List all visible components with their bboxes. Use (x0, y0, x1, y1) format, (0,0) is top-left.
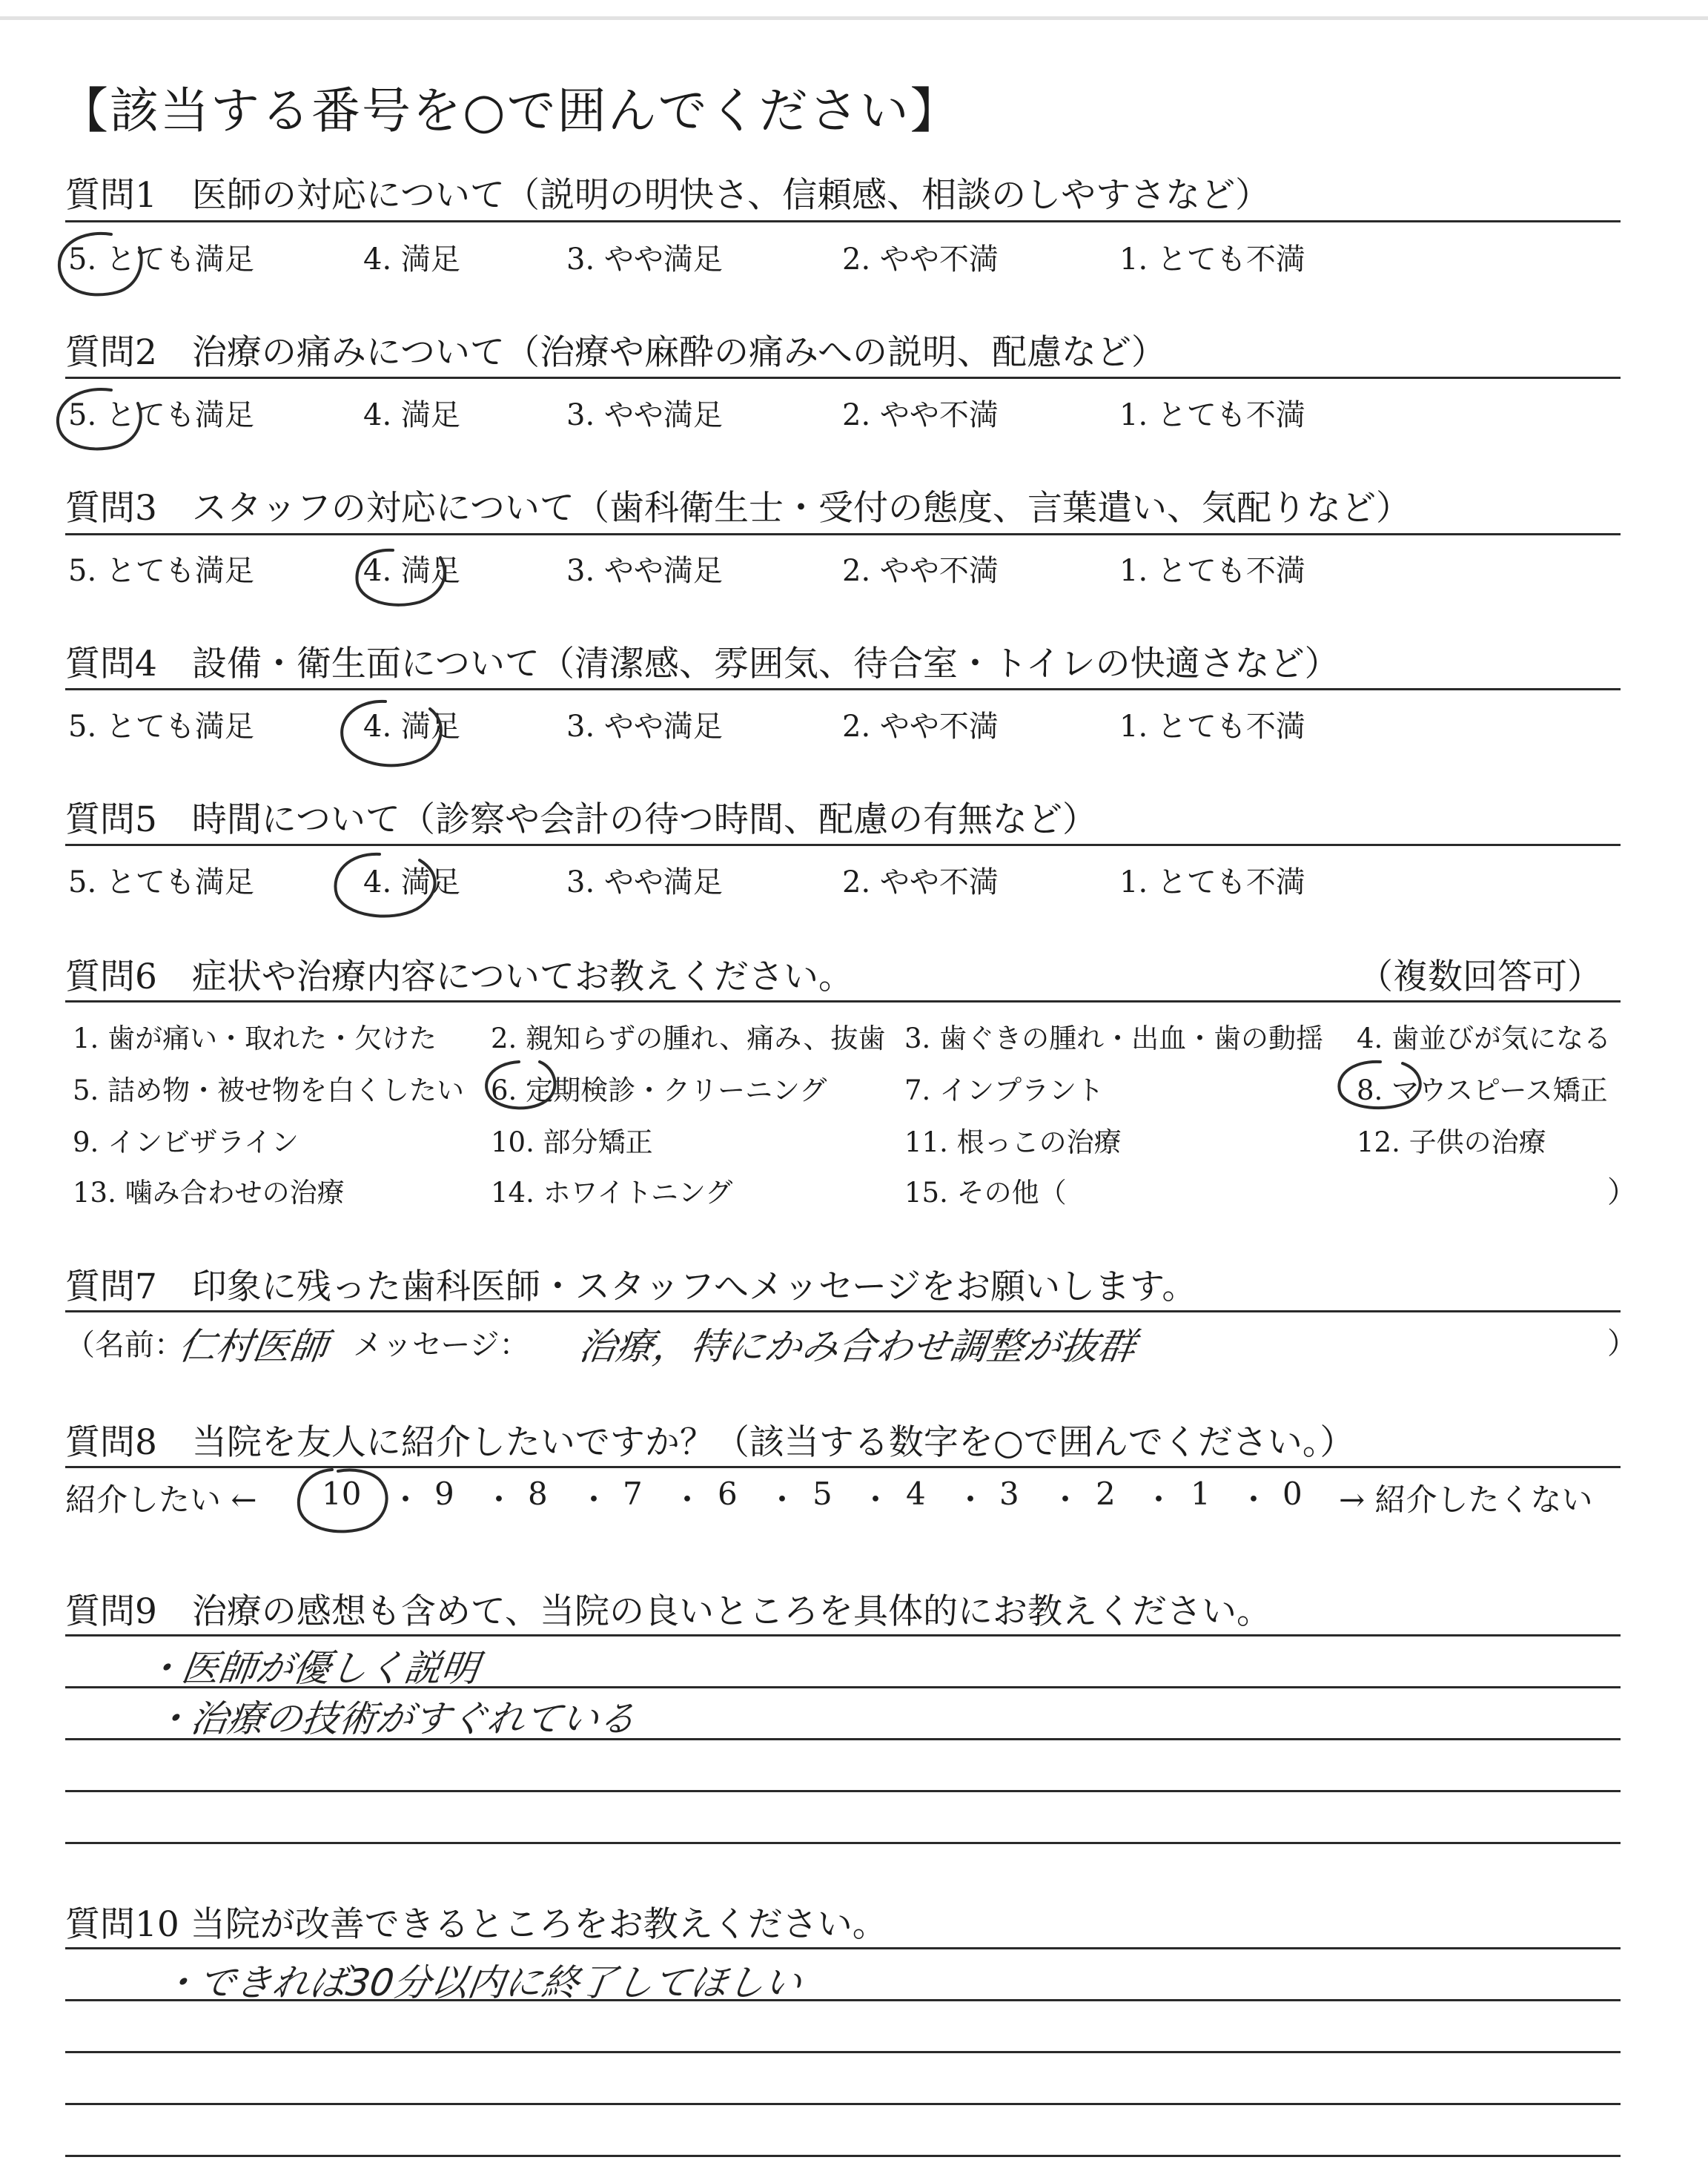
top-divider (0, 16, 1708, 20)
q5-option-5[interactable]: 5. とても満足 (68, 865, 254, 899)
q8-number-0[interactable]: 0 (1282, 1476, 1302, 1512)
q8-separator: ・ (1143, 1482, 1175, 1518)
q6-option-7[interactable]: 7. インプラント (904, 1074, 1105, 1106)
q8-separator: ・ (767, 1482, 798, 1518)
question-7-title: 質問7 印象に残った歯科医師・スタッフへメッセージをお願いします。 (65, 1266, 1197, 1307)
question-1-title: 質問1 医師の対応について（説明の明快さ、信頼感、相談のしやすさなど） (65, 175, 1271, 216)
q9-answer-line (65, 1634, 1621, 1636)
q9-answer-1[interactable]: ・医師が優しく説明 (142, 1647, 482, 1690)
q8-number-10[interactable]: 10 (322, 1476, 362, 1512)
question-1-rule (65, 220, 1621, 222)
q9-answer-line (65, 1842, 1621, 1844)
q3-option-3[interactable]: 3. やや満足 (566, 554, 723, 588)
q10-answer-line (65, 2155, 1621, 2157)
q6-option-13[interactable]: 13. 噛み合わせの治療 (73, 1177, 345, 1209)
q6-option-6[interactable]: 6. 定期検診・クリーニング (491, 1074, 827, 1106)
q6-option-8[interactable]: 8. マウスピース矯正 (1357, 1074, 1608, 1106)
q8-number-2[interactable]: 2 (1096, 1476, 1116, 1512)
question-6-note: （複数回答可） (1358, 957, 1602, 997)
q6-option-14[interactable]: 14. ホワイトニング (491, 1177, 733, 1209)
q10-answer-1[interactable]: ・できれば30分以内に終了してほしい (158, 1961, 805, 2004)
q6-option-5[interactable]: 5. 詰め物・被せ物を白くしたい (73, 1074, 465, 1106)
q2-option-5[interactable]: 5. とても満足 (68, 398, 254, 432)
q4-option-2[interactable]: 2. やや不満 (842, 710, 999, 744)
question-5-rule (65, 844, 1621, 846)
q6-option-9[interactable]: 9. インビザライン (73, 1126, 299, 1158)
q2-option-1[interactable]: 1. とても不満 (1119, 398, 1305, 432)
q8-number-3[interactable]: 3 (999, 1476, 1019, 1512)
q8-separator: ・ (390, 1482, 422, 1518)
q8-number-5[interactable]: 5 (812, 1476, 833, 1512)
q9-answer-line (65, 1790, 1621, 1792)
question-9-title: 質問9 治療の感想も含めて、当院の良いところを具体的にお教えください。 (65, 1591, 1271, 1632)
q7-name-value[interactable]: 仁村医師 (176, 1325, 331, 1368)
q3-option-4[interactable]: 4. 満足 (363, 554, 460, 588)
question-4-title: 質問4 設備・衛生面について（清潔感、雰囲気、待合室・トイレの快適さなど） (65, 644, 1340, 684)
q8-separator: ・ (1238, 1482, 1270, 1518)
q3-option-5[interactable]: 5. とても満足 (68, 554, 254, 588)
q7-message-value[interactable]: 治療，特にかみ合わせ調整が抜群 (576, 1325, 1139, 1368)
q2-option-4[interactable]: 4. 満足 (363, 398, 460, 432)
q6-option-15[interactable]: 15. その他（ (904, 1177, 1067, 1209)
q7-close-paren: ） (1607, 1327, 1637, 1361)
question-8-title: 質問8 当院を友人に紹介したいですか？（該当する数字を○で囲んでください。） (65, 1422, 1355, 1463)
q8-number-4[interactable]: 4 (906, 1476, 926, 1512)
q10-answer-line (65, 2103, 1621, 2105)
q2-option-3[interactable]: 3. やや満足 (566, 398, 723, 432)
q5-option-4[interactable]: 4. 満足 (363, 865, 460, 899)
q5-option-1[interactable]: 1. とても不満 (1119, 865, 1305, 899)
q1-option-5[interactable]: 5. とても満足 (68, 242, 254, 277)
q8-right-label: → 紹介したくない (1339, 1482, 1593, 1518)
q8-number-1[interactable]: 1 (1191, 1476, 1211, 1512)
q6-option-12[interactable]: 12. 子供の治療 (1357, 1126, 1546, 1158)
question-2-rule (65, 377, 1621, 379)
question-3-rule (65, 533, 1621, 535)
question-8-rule (65, 1466, 1621, 1468)
q8-separator: ・ (483, 1482, 515, 1518)
q6-option-10[interactable]: 10. 部分矯正 (491, 1126, 653, 1158)
q4-option-3[interactable]: 3. やや満足 (566, 710, 723, 744)
question-3-title: 質問3 スタッフの対応について（歯科衛生士・受付の態度、言葉遣い、気配りなど） (65, 488, 1411, 529)
q8-separator: ・ (955, 1482, 987, 1518)
q4-option-5[interactable]: 5. とても満足 (68, 710, 254, 744)
q7-name-label: （名前： (65, 1328, 184, 1362)
q3-option-2[interactable]: 2. やや不満 (842, 554, 999, 588)
q1-option-4[interactable]: 4. 満足 (363, 242, 460, 277)
question-7-rule (65, 1310, 1621, 1312)
q6-option-11[interactable]: 11. 根っこの治療 (904, 1126, 1122, 1158)
q8-separator: ・ (1050, 1482, 1082, 1518)
q8-number-6[interactable]: 6 (718, 1476, 738, 1512)
q10-answer-line (65, 2051, 1621, 2053)
q1-option-1[interactable]: 1. とても不満 (1119, 242, 1305, 277)
q5-option-2[interactable]: 2. やや不満 (842, 865, 999, 899)
q8-separator: ・ (672, 1482, 704, 1518)
q6-option-1[interactable]: 1. 歯が痛い・取れた・欠けた (73, 1023, 437, 1054)
form-instruction-heading: 【該当する番号を○で囲んでください】 (59, 82, 961, 139)
q6-option-4[interactable]: 4. 歯並びが気になる (1357, 1023, 1612, 1054)
q9-answer-2[interactable]: ・治療の技術がすぐれている (150, 1697, 639, 1740)
q2-option-2[interactable]: 2. やや不満 (842, 398, 999, 432)
question-5-title: 質問5 時間について（診察や会計の待つ時間、配慮の有無など） (65, 799, 1097, 840)
question-4-rule (65, 688, 1621, 690)
q1-option-2[interactable]: 2. やや不満 (842, 242, 999, 277)
q8-number-7[interactable]: 7 (623, 1476, 643, 1512)
q1-option-3[interactable]: 3. やや満足 (566, 242, 723, 277)
q8-left-label: 紹介したい ← (65, 1482, 257, 1518)
q4-option-1[interactable]: 1. とても不満 (1119, 710, 1305, 744)
question-2-title: 質問2 治療の痛みについて（治療や麻酔の痛みへの説明、配慮など） (65, 332, 1167, 373)
q10-answer-line (65, 1947, 1621, 1949)
q6-other-close-paren: ） (1607, 1175, 1637, 1209)
q8-separator: ・ (860, 1482, 892, 1518)
q4-option-4[interactable]: 4. 満足 (363, 710, 460, 744)
q5-option-3[interactable]: 3. やや満足 (566, 865, 723, 899)
q8-number-8[interactable]: 8 (528, 1476, 548, 1512)
question-6-rule (65, 1000, 1621, 1003)
q6-option-2[interactable]: 2. 親知らずの腫れ、痛み、抜歯 (491, 1023, 886, 1054)
question-10-title: 質問10 当院が改善できるところをお教えください。 (65, 1904, 887, 1945)
q8-separator: ・ (578, 1482, 610, 1518)
q3-option-1[interactable]: 1. とても不満 (1119, 554, 1305, 588)
question-6-title: 質問6 症状や治療内容についてお教えください。 (65, 957, 853, 997)
q8-number-9[interactable]: 9 (434, 1476, 454, 1512)
q7-message-label: メッセージ： (353, 1328, 529, 1362)
q6-option-3[interactable]: 3. 歯ぐきの腫れ・出血・歯の動揺 (904, 1023, 1324, 1054)
